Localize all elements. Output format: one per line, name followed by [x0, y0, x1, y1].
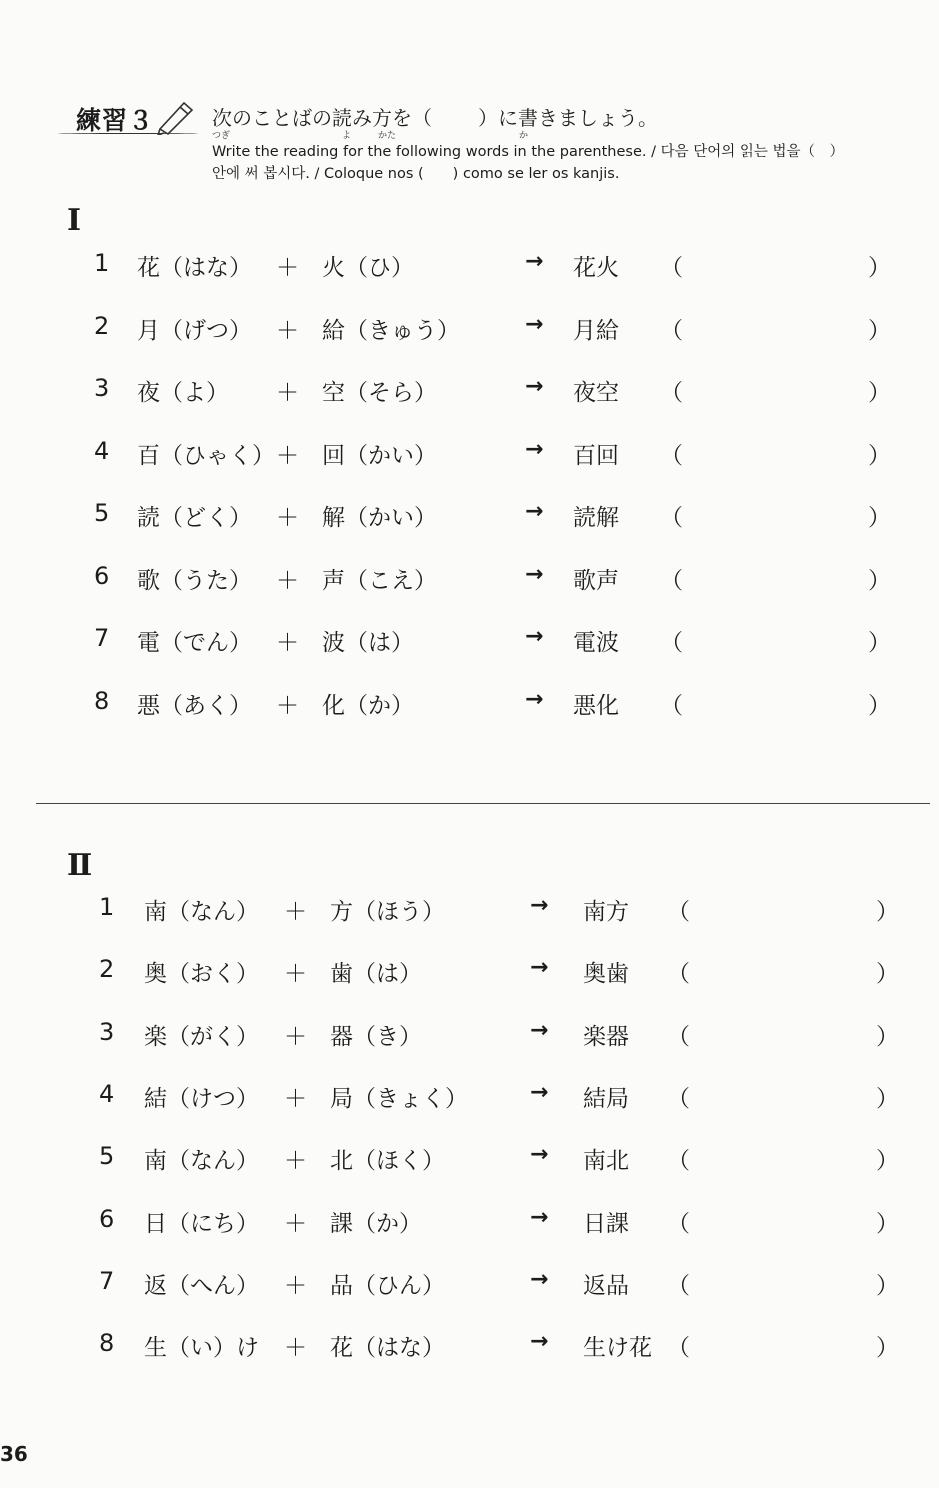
compound-word: 結局 — [583, 1085, 629, 1112]
answer-paren-open[interactable]: （ — [667, 1023, 690, 1050]
first-kanji-reading: 夜（よ） — [137, 380, 229, 406]
exercise-row — [0, 1018, 939, 1058]
answer-paren-open[interactable]: （ — [660, 442, 683, 469]
answer-paren-close: ） — [876, 961, 899, 988]
arrow-icon: → — [525, 561, 544, 587]
compound-word: 生け花 — [583, 1335, 652, 1362]
answer-paren-close: ） — [868, 255, 891, 281]
instruction-jp-after: ）に書きましょう。 — [478, 106, 658, 130]
compound-word: 歌声 — [573, 567, 619, 594]
item-number: 8 — [94, 686, 110, 715]
first-kanji-reading: 返（へん） — [144, 1272, 259, 1299]
item-number: 6 — [94, 561, 110, 590]
answer-paren-close: ） — [868, 567, 891, 594]
item-number: 1 — [94, 249, 110, 277]
exercise-row — [0, 1267, 939, 1307]
item-number: 6 — [99, 1204, 115, 1233]
second-kanji-reading: 給（きゅう） — [322, 317, 460, 344]
compound-word: 読解 — [573, 505, 619, 531]
compound-word: 悪化 — [573, 692, 619, 719]
answer-paren-open[interactable]: （ — [660, 255, 683, 281]
arrow-icon: → — [530, 1266, 549, 1292]
first-kanji-reading: 南（なん） — [144, 1148, 259, 1175]
first-kanji-reading: 百（ひゃく） — [137, 442, 275, 469]
ruby-ka: か — [519, 131, 529, 141]
second-kanji-reading: 器（き） — [330, 1023, 422, 1050]
exercise-row — [0, 249, 939, 289]
answer-paren-open[interactable]: （ — [667, 961, 690, 988]
first-kanji-reading: 読（どく） — [137, 505, 252, 531]
compound-word: 南北 — [583, 1148, 629, 1175]
answer-paren-close: ） — [876, 1085, 899, 1112]
answer-paren-open[interactable]: （ — [660, 505, 683, 531]
item-number: 3 — [94, 374, 110, 402]
second-kanji-reading: 波（は） — [322, 630, 414, 656]
ruby-tsugi: つぎ — [212, 131, 231, 141]
arrow-icon: → — [530, 893, 549, 918]
arrow-icon: → — [525, 499, 544, 524]
compound-word: 花火 — [573, 255, 619, 281]
compound-word: 南方 — [583, 899, 629, 925]
exercise-row — [0, 562, 939, 602]
second-kanji-reading: 課（か） — [330, 1210, 422, 1237]
item-number: 5 — [94, 499, 110, 527]
second-kanji-reading: 方（ほう） — [330, 899, 445, 925]
answer-paren-open[interactable]: （ — [667, 1210, 690, 1237]
compound-word: 日課 — [583, 1210, 629, 1237]
plus-sign: ＋ — [284, 1085, 307, 1112]
answer-paren-close: ） — [876, 899, 899, 925]
exercise-row — [0, 955, 939, 995]
page-number: 36 — [0, 1442, 28, 1466]
plus-sign: ＋ — [276, 505, 299, 531]
exercise-row — [0, 1080, 939, 1120]
plus-sign: ＋ — [276, 630, 299, 656]
item-number: 4 — [94, 436, 110, 465]
exercise-row — [0, 687, 939, 727]
answer-paren-close: ） — [876, 1272, 899, 1299]
arrow-icon: → — [525, 624, 544, 649]
second-kanji-reading: 声（こえ） — [322, 567, 437, 594]
item-number: 1 — [99, 893, 115, 921]
first-kanji-reading: 歌（うた） — [137, 567, 252, 594]
instruction-jp-before: 次のことばの読み方を（ — [212, 106, 432, 130]
second-kanji-reading: 火（ひ） — [322, 255, 414, 281]
answer-paren-open[interactable]: （ — [660, 317, 683, 344]
answer-paren-open[interactable]: （ — [660, 692, 683, 719]
plus-sign: ＋ — [284, 961, 307, 988]
second-kanji-reading: 空（そら） — [322, 380, 437, 406]
arrow-icon: → — [530, 1079, 549, 1105]
second-kanji-reading: 花（はな） — [330, 1335, 445, 1362]
first-kanji-reading: 悪（あく） — [137, 692, 252, 719]
answer-paren-open[interactable]: （ — [660, 630, 683, 656]
item-number: 7 — [99, 1266, 115, 1295]
item-number: 5 — [99, 1142, 115, 1171]
instruction-japanese — [212, 102, 658, 131]
answer-paren-close: ） — [868, 442, 891, 469]
section-mark-2: Ⅱ — [67, 848, 93, 883]
answer-paren-open[interactable]: （ — [667, 899, 690, 925]
answer-paren-close: ） — [868, 505, 891, 531]
compound-word: 奥歯 — [583, 961, 629, 988]
exercise-row — [0, 624, 939, 664]
first-kanji-reading: 南（なん） — [144, 899, 259, 925]
plus-sign: ＋ — [276, 442, 299, 469]
instruction-translations — [212, 141, 912, 185]
item-number: 3 — [99, 1017, 115, 1046]
answer-paren-open[interactable]: （ — [667, 1272, 690, 1299]
first-kanji-reading: 花（はな） — [137, 255, 252, 281]
first-kanji-reading: 奥（おく） — [144, 961, 259, 988]
answer-paren-close: ） — [876, 1210, 899, 1237]
exercise-label: 練習３ — [76, 106, 155, 135]
compound-word: 夜空 — [573, 380, 619, 406]
item-number: 8 — [99, 1329, 115, 1358]
exercise-row — [0, 1329, 939, 1369]
exercise-row — [0, 312, 939, 352]
plus-sign: ＋ — [276, 380, 299, 406]
arrow-icon: → — [530, 1017, 549, 1043]
first-kanji-reading: 楽（がく） — [144, 1023, 259, 1050]
compound-word: 楽器 — [583, 1023, 629, 1050]
answer-paren-close: ） — [876, 1023, 899, 1050]
arrow-icon: → — [530, 1204, 549, 1230]
first-kanji-reading: 結（けつ） — [144, 1085, 259, 1112]
plus-sign: ＋ — [276, 692, 299, 719]
second-kanji-reading: 回（かい） — [322, 442, 437, 469]
item-number: 2 — [94, 311, 110, 340]
first-kanji-reading: 日（にち） — [144, 1210, 259, 1237]
plus-sign: ＋ — [284, 1210, 307, 1237]
second-kanji-reading: 局（きょく） — [330, 1085, 468, 1112]
arrow-icon: → — [525, 436, 544, 462]
plus-sign: ＋ — [276, 567, 299, 594]
instruction-line-1: Write the reading for the following words in the parenthese. / 다음 단어의 읽는 법을（ ） — [212, 144, 844, 160]
answer-paren-open[interactable]: （ — [667, 1335, 690, 1362]
plus-sign: ＋ — [284, 899, 307, 925]
ruby-yo: よ — [342, 131, 352, 141]
arrow-icon: → — [525, 686, 544, 712]
second-kanji-reading: 品（ひん） — [330, 1272, 445, 1299]
compound-word: 返品 — [583, 1272, 629, 1299]
arrow-icon: → — [530, 1329, 549, 1355]
arrow-icon: → — [525, 311, 544, 337]
exercise-row — [0, 1142, 939, 1182]
answer-paren-close: ） — [868, 692, 891, 719]
answer-paren-open[interactable]: （ — [667, 1148, 690, 1175]
plus-sign: ＋ — [276, 317, 299, 344]
answer-paren-close: ） — [868, 630, 891, 656]
answer-paren-close: ） — [876, 1335, 899, 1362]
second-kanji-reading: 解（かい） — [322, 505, 437, 531]
exercise-row — [0, 499, 939, 539]
answer-paren-open[interactable]: （ — [660, 380, 683, 406]
ruby-kata: かた — [378, 131, 397, 141]
first-kanji-reading: 電（でん） — [137, 630, 252, 656]
item-number: 7 — [94, 624, 110, 652]
exercise-row — [0, 374, 939, 414]
arrow-icon: → — [525, 249, 544, 274]
second-kanji-reading: 北（ほく） — [330, 1148, 445, 1175]
section-divider — [36, 803, 930, 804]
answer-paren-open[interactable]: （ — [667, 1085, 690, 1112]
exercise-row — [0, 437, 939, 477]
plus-sign: ＋ — [284, 1023, 307, 1050]
exercise-row — [0, 893, 939, 933]
plus-sign: ＋ — [284, 1272, 307, 1299]
second-kanji-reading: 歯（は） — [330, 961, 422, 988]
second-kanji-reading: 化（か） — [322, 692, 414, 719]
item-number: 2 — [99, 955, 115, 984]
exercise-row — [0, 1205, 939, 1245]
item-number: 4 — [99, 1079, 115, 1108]
compound-word: 月給 — [573, 317, 619, 344]
plus-sign: ＋ — [284, 1335, 307, 1362]
answer-paren-close: ） — [868, 380, 891, 406]
arrow-icon: → — [525, 374, 544, 399]
plus-sign: ＋ — [284, 1148, 307, 1175]
pencil-icon — [154, 97, 198, 135]
compound-word: 百回 — [573, 442, 619, 469]
answer-paren-close: ） — [868, 317, 891, 344]
first-kanji-reading: 月（げつ） — [137, 317, 252, 344]
section-mark-1: Ⅰ — [67, 203, 82, 238]
answer-paren-close: ） — [876, 1148, 899, 1175]
plus-sign: ＋ — [276, 255, 299, 281]
first-kanji-reading: 生（い）け — [144, 1335, 259, 1362]
arrow-icon: → — [530, 1142, 549, 1168]
answer-paren-open[interactable]: （ — [660, 567, 683, 594]
arrow-icon: → — [530, 955, 549, 981]
compound-word: 電波 — [573, 630, 619, 656]
instruction-line-2: 안에 써 봅시다. / Coloque nos ( ) como se ler os kanjis. — [212, 166, 620, 182]
